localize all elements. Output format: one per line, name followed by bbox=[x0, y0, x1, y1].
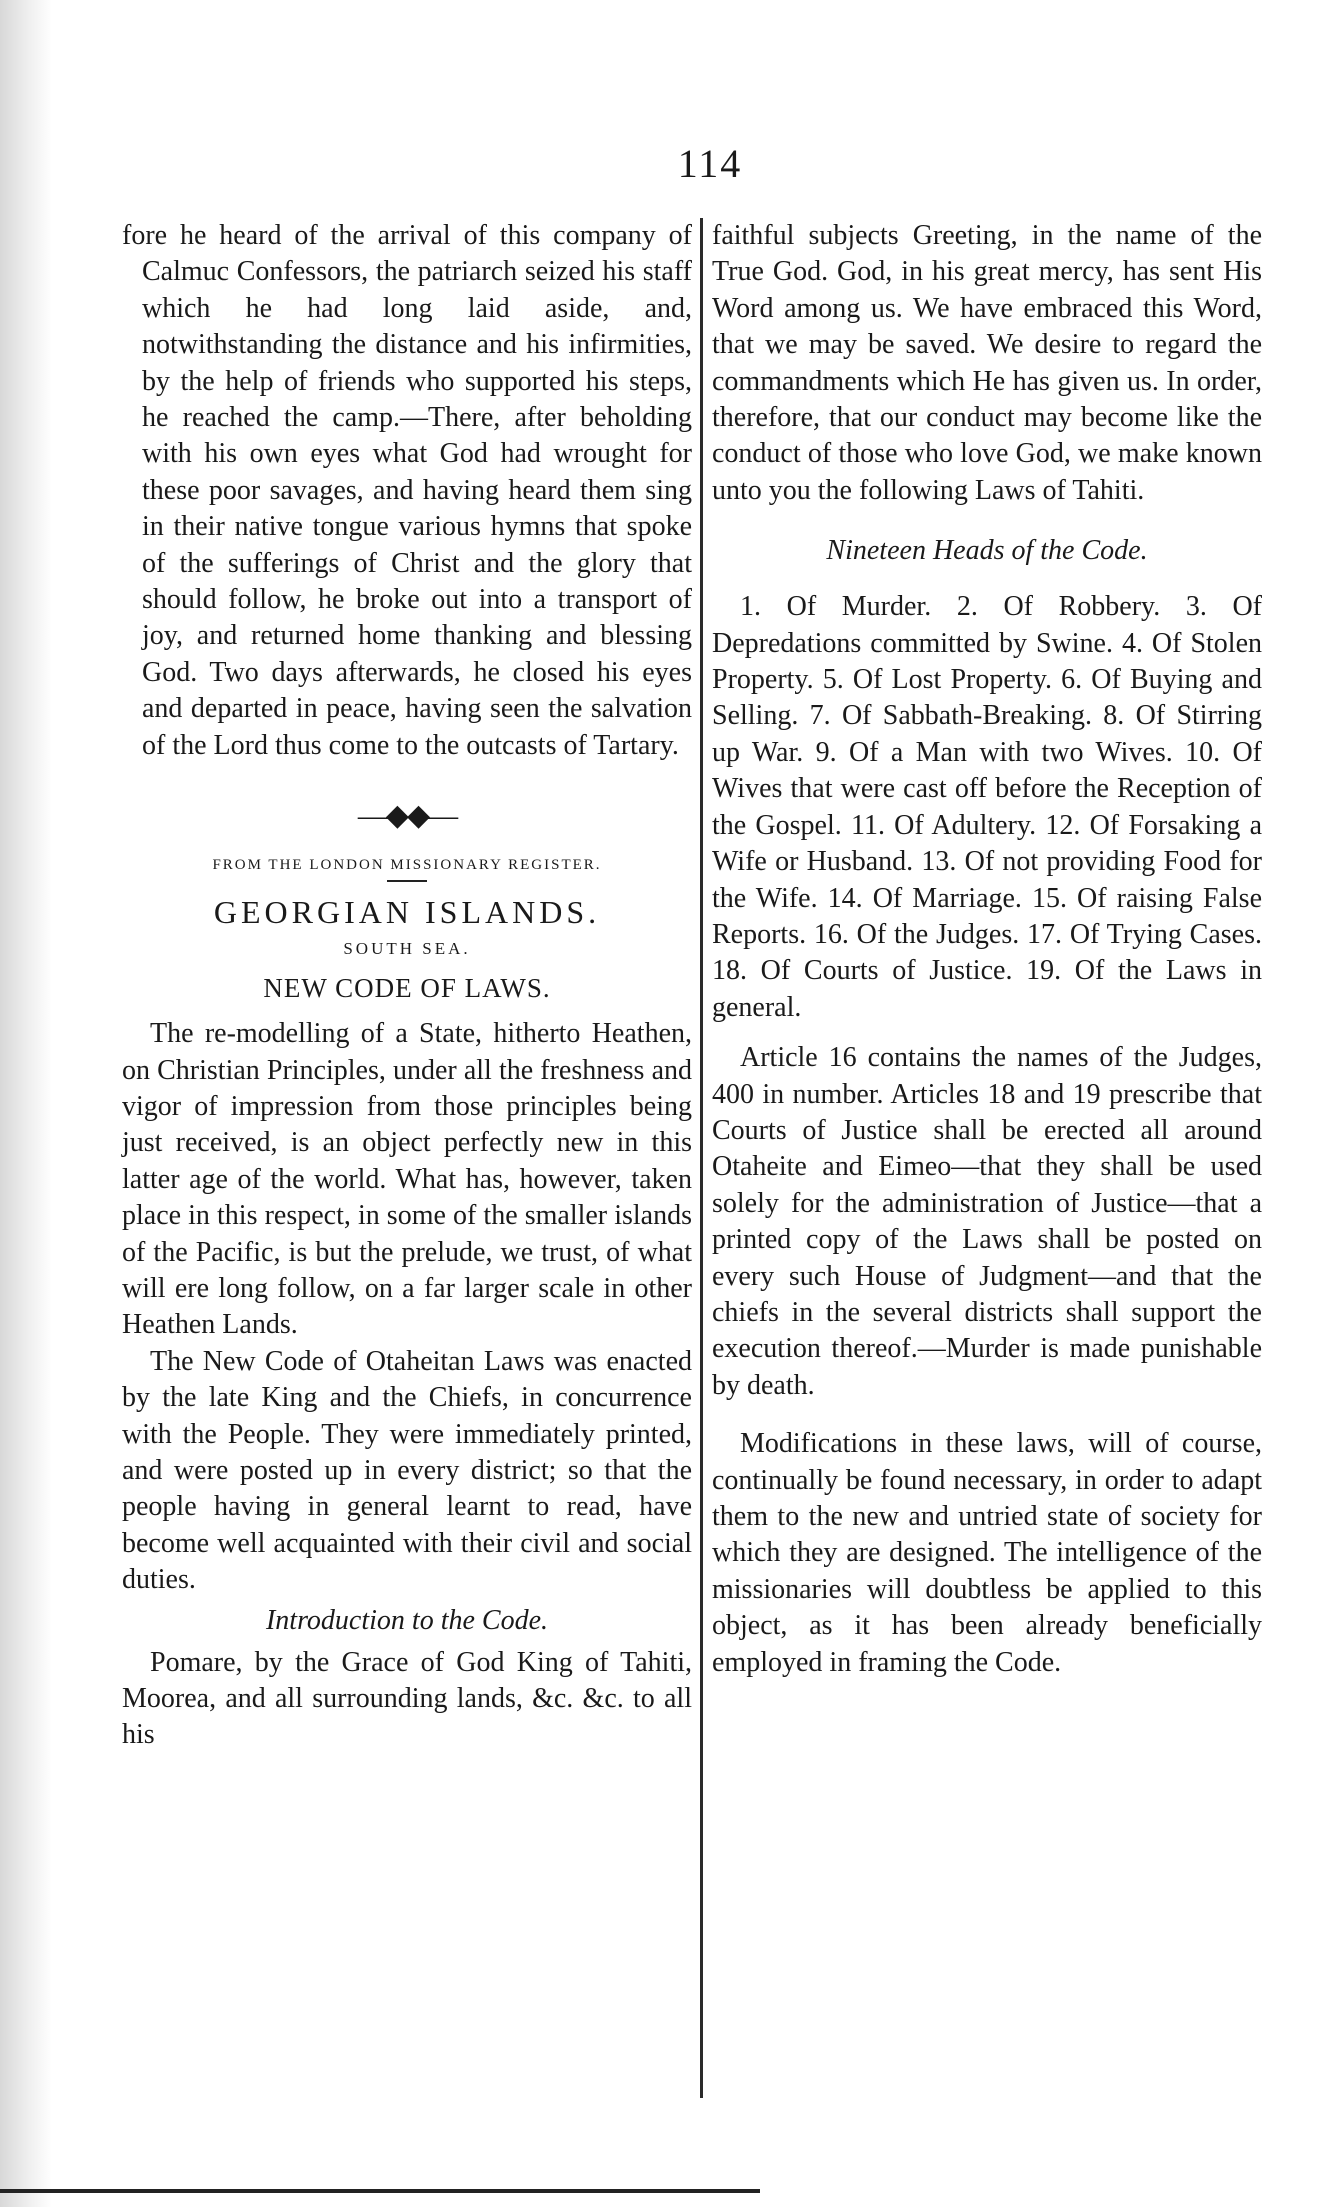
right-column bbox=[712, 218, 1262, 1681]
remodelling-paragraph: The re-modelling of a State, hitherto Heathen, on Christian Principles, under all the freshness and vigor of impression from those principles being just received, is an object perfectly new in this latter age of the world. What has, however, taken place in this respect, in some of the smaller islands of the Pacific, is but the prelude, we trust, of what will ere long follow, on a far larger scale in other Heathen Lands. bbox=[122, 1018, 692, 1341]
short-rule bbox=[387, 880, 427, 882]
calmuc-paragraph: fore he heard of the arrival of this company of Calmuc Confessors, the patriarch seized his staff which he had long laid aside, and, notwithstanding the distance and his infirmities, by the help of friends who supported his steps, he reached the camp.—There, after beholding with his own eyes what God had wrought for these poor savages, and having heard them sing in their native tongue various hymns that spoke of the sufferings of Christ and the glory that should follow, he broke out into a transport of joy, and returned home thanking and blessing God. Two days afterwards, he closed his eyes and departed in peace, having seen the salvation of the Lord thus come to the outcasts of Tartary. bbox=[122, 220, 692, 761]
heads-list-paragraph: 1. Of Murder. 2. Of Robbery. 3. Of Depredations committed by Swine. 4. Of Stolen Property. 5. Of Lost Property. 6. Of Buying and Selling. 7. Of Sabbath-Breaking. 8. Of Stirring up War. 9. Of a Man with two Wives. 10. Of Wives that were cast off before the Reception of the Gospel. 11. Of Adultery. 12. Of Forsaking a Wife or Husband. 13. Of not providing Food for the Wife. 14. Of Marriage. 15. Of raising False Reports. 16. Of the Judges. 17. Of Trying Cases. 18. Of Courts of Justice. 19. Of the Laws in general. bbox=[712, 591, 1262, 1023]
column-rule bbox=[700, 218, 703, 2098]
ornament-divider: —◆◆— bbox=[357, 799, 457, 833]
modifications-paragraph: Modifications in these laws, will of course, continually be found necessary, in order to adapt them to the new and untried state of society for which they are designed. The intelligence of the missionaries will doubtless be applied to this object, as it has been already beneficially employed in framing the Code. bbox=[712, 1428, 1262, 1678]
new-code-paragraph: The New Code of Otaheitan Laws was enacted by the late King and the Chiefs, in concurrence with the People. They were immediately printed, and were posted up in every district; so that the people having in general learnt to read, have become well acquainted with their civil and social duties. bbox=[122, 1345, 692, 1596]
section-heading: NEW CODE OF LAWS. bbox=[263, 973, 551, 1004]
introduction-title: Introduction to the Code. bbox=[265, 1604, 549, 1636]
nineteen-heads-title: Nineteen Heads of the Code. bbox=[826, 535, 1148, 567]
page-edge-shadow bbox=[0, 0, 52, 2207]
article-heading: GEORGIAN ISLANDS. bbox=[213, 894, 601, 931]
pomare-paragraph: Pomare, by the Grace of God King of Tahiti, Moorea, and all surrounding lands, &c. &c. to all his bbox=[122, 1646, 692, 1751]
left-column bbox=[122, 218, 692, 1754]
article-16-paragraph: Article 16 contains the names of the Judges, 400 in number. Articles 18 and 19 prescribe that Courts of Justice shall be erected all around Otaheite and Eimeo—that they shall be used solely for the administration of Justice—that a printed copy of the Laws shall be posted on every such House of Judgment—and that the chiefs in the several districts shall support the execution thereof.—Murder is made punishable by death. bbox=[712, 1042, 1262, 1401]
source-line: FROM THE LONDON MISSIONARY REGISTER. bbox=[212, 857, 602, 874]
greeting-paragraph: faithful subjects Greeting, in the name of the True God. God, in his great mercy, has sent His Word among us. We have embraced this Word, that we may be saved. We desire to regard the commandments which He has given us. In order, therefore, that our conduct may become like the conduct of those who love God, we make known unto you the following Laws of Tahiti. bbox=[712, 220, 1262, 506]
article-subheading: SOUTH SEA. bbox=[343, 939, 471, 959]
page-number: 114 bbox=[677, 141, 743, 186]
bottom-rule bbox=[0, 2189, 760, 2193]
